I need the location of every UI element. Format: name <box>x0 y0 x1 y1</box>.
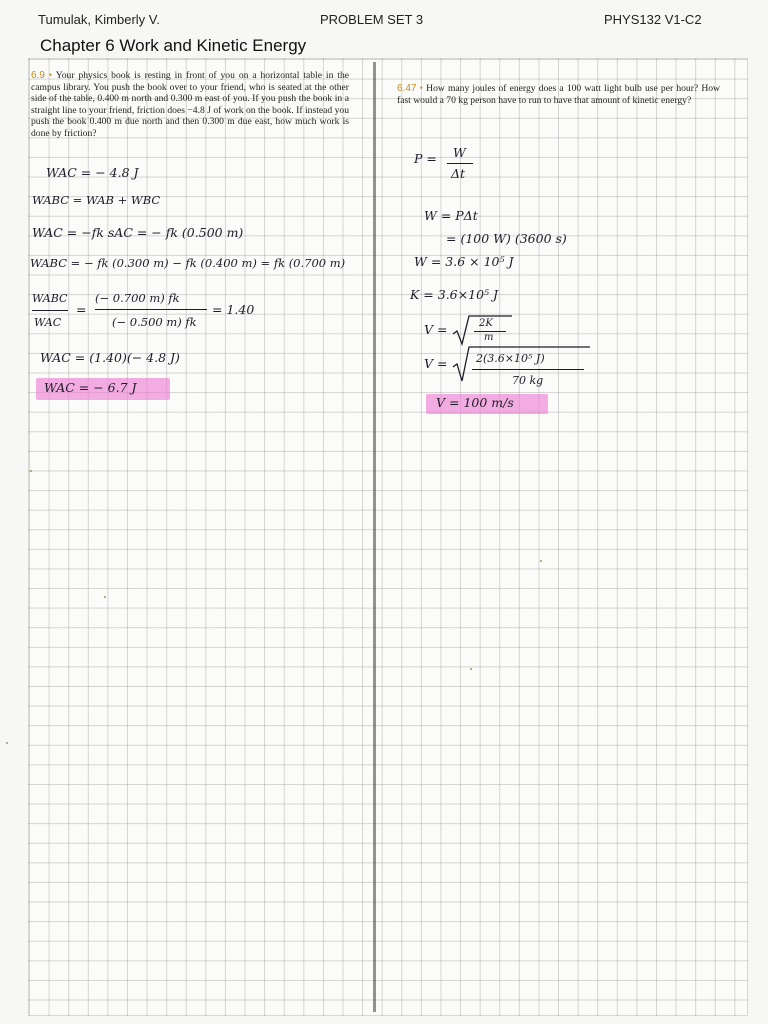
fraction-numerator: W <box>453 145 466 160</box>
fraction-denominator: Δt <box>451 166 466 181</box>
velocity-label: V = <box>424 322 448 337</box>
fraction-bar <box>95 309 207 310</box>
scan-speck <box>6 742 8 744</box>
problem-text: Your physics book is resting in front of you on a horizontal table in the campus library. You push the book over to your friend, who is seated at the other side of the table, 0.400 m north and 0.300 m east of you. If you push the book in a straight line to your friend, friction does −4.8 J of work on the book. If instead you push the book 0.400 m due north and then 0.300 m due east, how much work is done by friction? <box>31 70 350 139</box>
course-code: PHYS132 V1-C2 <box>604 12 702 27</box>
ratio-result: = 1.40 <box>212 302 255 317</box>
work-line: W = 3.6 × 10⁵ J <box>414 254 514 269</box>
power-label: P = <box>414 151 437 166</box>
fraction-bar <box>472 369 584 370</box>
difficulty-marker: • <box>48 70 53 81</box>
equals-sign: = <box>76 302 87 317</box>
fraction-numerator: WABC <box>32 292 68 305</box>
final-answer: WAC = − 6.7 J <box>44 380 137 395</box>
final-answer: V = 100 m/s <box>436 395 514 410</box>
fraction-bar <box>32 310 68 311</box>
problem-6-47-statement <box>397 83 720 106</box>
fraction-numerator: 2(3.6×10⁵ J) <box>476 352 545 365</box>
student-name: Tumulak, Kimberly V. <box>38 12 160 27</box>
column-divider <box>373 62 376 1012</box>
work-line: K = 3.6×10⁵ J <box>410 287 499 302</box>
work-line: WAC = (1.40)(− 4.8 J) <box>40 350 180 365</box>
scan-speck <box>104 596 106 598</box>
problem-number: 6.47 <box>397 83 417 94</box>
fraction-numerator: 2K <box>479 318 493 329</box>
work-line: WAC = −fk sAC = − fk (0.500 m) <box>32 225 244 240</box>
difficulty-marker: • <box>419 83 423 94</box>
fraction-denominator: m <box>484 332 494 343</box>
fraction-denominator: (− 0.500 m) fk <box>112 315 197 329</box>
problem-6-9-statement <box>31 70 349 140</box>
problem-set-title: PROBLEM SET 3 <box>320 12 424 27</box>
scan-speck <box>30 470 32 472</box>
work-line: WABC = − fk (0.300 m) − fk (0.400 m) = fk (0.700 m) <box>30 256 346 270</box>
problem-number: 6.9 <box>31 70 45 81</box>
fraction-denominator: 70 kg <box>512 374 544 387</box>
work-line: WAC = − 4.8 J <box>46 165 139 180</box>
scan-speck <box>540 560 542 562</box>
fraction-bar <box>447 163 473 164</box>
work-line: = (100 W) (3600 s) <box>446 231 567 246</box>
chapter-title: Chapter 6 Work and Kinetic Energy <box>40 36 307 55</box>
fraction-denominator: WAC <box>34 316 62 329</box>
problem-text: How many joules of energy does a 100 watt light bulb use per hour? How fast would a 70 kg person have to run to have that amount of kinetic energy? <box>397 83 720 106</box>
velocity-label: V = <box>424 356 448 371</box>
scan-speck <box>470 668 472 670</box>
work-line: WABC = WAB + WBC <box>32 193 161 207</box>
fraction-numerator: (− 0.700 m) fk <box>95 291 180 305</box>
work-line: W = PΔt <box>424 208 478 223</box>
